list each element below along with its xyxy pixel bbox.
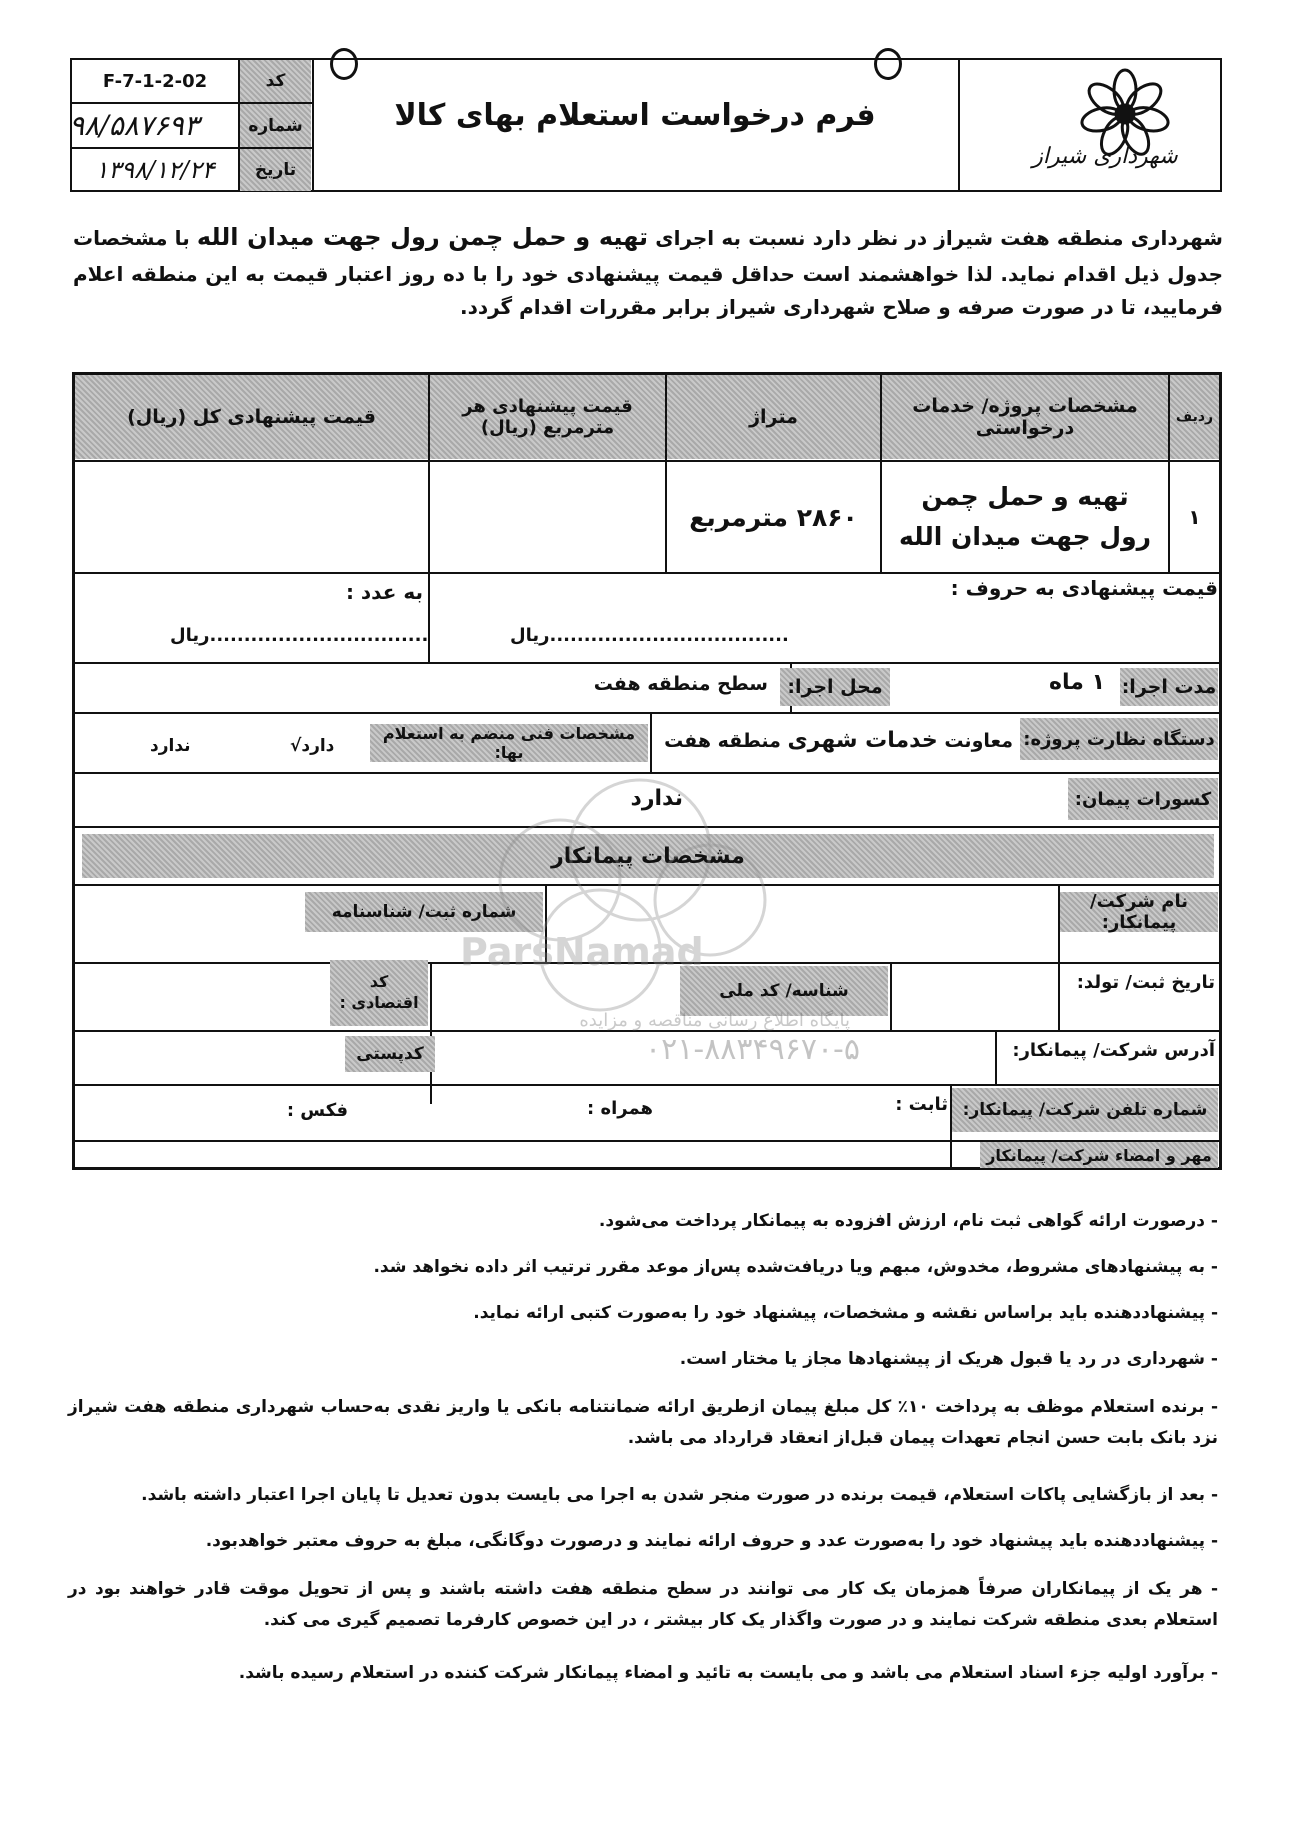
col-header-spec: مشخصات پروژه/ خدمات درخواستی: [882, 375, 1168, 459]
intro-paragraph: [73, 218, 1223, 324]
col-header-area: متراژ: [667, 375, 880, 459]
price-in-words-field[interactable]: ...................................ریال: [510, 625, 789, 646]
watermark-brand: ParsNamad: [460, 930, 704, 974]
economic-code-label: کد اقتصادی :: [330, 960, 428, 1026]
code-label: کد: [240, 60, 311, 102]
tech-spec-has[interactable]: دارد√: [290, 736, 335, 756]
price-in-numbers-field[interactable]: ................................ریال: [170, 625, 429, 646]
tech-spec-label: مشخصات فنی منضم به استعلام بها:: [370, 724, 648, 762]
seal-label: مهر و امضاء شرکت/ پیمانکار: [980, 1142, 1218, 1168]
address-label: آدرس شرکت/ پیمانکار:: [1012, 1040, 1215, 1061]
postal-code-label: کدپستی: [345, 1036, 435, 1072]
reg-date-label: تاریخ ثبت/ تولد:: [1076, 972, 1215, 993]
duration-value: ۱ ماه: [1049, 670, 1105, 695]
note-item: - هر یک از پیمانکاران صرفاً همزمان یک کار می توانند در سطح منطقه هفت داشته باشند و پس از تحویل موقت قادر خواهند بود در استعلام بعدی منطقه شرکت نمایند و در صورت واگذار یک کار بیشتر ، در این خصوص کارفرما تصمیم گیری می کند.: [68, 1579, 1218, 1631]
note-item: - شهرداری در رد یا قبول هریک از پیشنهادها مجاز یا مختار است.: [679, 1349, 1218, 1369]
note-item: - درصورت ارائه گواهی ثبت نام، ارزش افزوده به پیمانکار پرداخت می‌شود.: [598, 1211, 1218, 1231]
table-row-total-price[interactable]: [75, 462, 428, 572]
place-label: محل اجرا:: [780, 668, 890, 706]
duration-label: مدت اجرا:: [1120, 668, 1218, 706]
note-item: - به پیشنهادهای مشروط، مخدوش، مبهم ویا دریافت‌شده پس‌از موعد مقرر ترتیب اثر داده نخواهد شد.: [373, 1257, 1218, 1277]
place-value: سطح منطقه هفت: [593, 673, 768, 695]
supervision-label: دستگاه نظارت پروژه:: [1020, 718, 1218, 760]
table-row-number: ۱: [1188, 505, 1201, 529]
contractor-section-title: مشخصات پیمانکار: [82, 834, 1214, 878]
landline-label: ثابت :: [895, 1094, 948, 1115]
national-id-label: شناسه/ کد ملی: [680, 966, 888, 1016]
fax-label: فکس :: [286, 1100, 348, 1121]
intro-part1: شهرداری منطقه هفت شیراز در نظر دارد نسبت به اجرای: [648, 226, 1223, 250]
reg-number-label: شماره ثبت/ شناسنامه: [305, 892, 543, 932]
note-item: - پیشنهاددهنده باید پیشنهاد خود را به‌صورت عدد و حروف ارائه نمایند و درصورت دوگانگی، مبلغ به حروف معتبر خواهدبود.: [205, 1531, 1218, 1551]
deductions-value: ندارد: [630, 786, 683, 811]
date-value: ۱۳۹۸/۱۲/۲۴: [95, 156, 215, 184]
supervision-value-bold: خدمات شهری: [787, 728, 938, 753]
tech-spec-has-not[interactable]: ندارد: [150, 736, 191, 756]
supervision-value: [664, 728, 1013, 753]
mobile-label: همراه :: [586, 1098, 653, 1119]
supervision-value-prefix: معاونت: [937, 730, 1013, 752]
price-in-numbers-label: به عدد :: [345, 580, 423, 604]
phone-label: شماره تلفن شرکت/ پیمانکار:: [952, 1088, 1218, 1132]
intro-subject: تهیه و حمل چمن رول جهت میدان الله: [196, 223, 649, 251]
intro-part2: با مشخصات جدول ذیل اقدام نماید. لذا خواهشمند است حداقل قیمت پیشنهادی خود را با ده روز اعتبار قیمت به این منطقه اعلام فرمایید، تا در صورت صرفه و صلاح شهرداری شیراز برابر مقررات اقدام گردد.: [73, 226, 1223, 319]
shiraz-municipality-logo: [1000, 62, 1210, 188]
table-row-spec: تهیه و حمل چمن رول جهت میدان الله: [898, 482, 1152, 551]
deductions-label: کسورات پیمان:: [1068, 778, 1218, 820]
note-item: - برنده استعلام موظف به پرداخت ۱۰٪ کل مبلغ پیمان ازطریق ارائه ضمانتنامه بانکی یا واریز نقدی به‌حساب شهرداری منطقه هفت شیراز نزد بانک بابت حسن انجام تعهدات پیمان قبل‌از انعقاد قرارداد می باشد.: [68, 1397, 1219, 1449]
note-item: - بعد از بازگشایی پاکات استعلام، قیمت برنده در صورت منجر شدن به اجرا می بایست بدون تعدیل تا پایان اجرا اعتبار داشته باشد.: [141, 1485, 1218, 1505]
parsnamad-watermark: [440, 760, 860, 1070]
note-item: - پیشنهاددهنده باید براساس نقشه و مشخصات، پیشنهاد خود را به‌صورت کتبی ارائه نماید.: [473, 1303, 1218, 1323]
page-title: فرم درخواست استعلام بهای کالا: [394, 98, 876, 133]
watermark-phone: ۰۲۱-۸۸۳۴۹۶۷۰-۵: [644, 1032, 860, 1067]
watermark-line1: پایگاه اطلاع رسانی مناقصه و مزایده: [579, 1010, 850, 1031]
note-item: - برآورد اولیه جزء اسناد استعلام می باشد و می بایست به تائید و امضاء پیمانکار شرکت کننده در استعلام رسیده باشد.: [238, 1663, 1218, 1683]
date-label: تاریخ: [240, 149, 311, 191]
punch-hole-right: [874, 48, 902, 80]
number-label: شماره: [240, 104, 311, 147]
code-value: F-7-1-2-02: [102, 70, 208, 92]
price-in-words-label: قیمت پیشنهادی به حروف :: [950, 576, 1218, 600]
col-header-total-price: قیمت پیشنهادی کل (ریال): [75, 375, 428, 459]
number-value: ۹۸/۵۸۷۶۹۳: [69, 109, 199, 142]
company-name-label: نام شرکت/ پیمانکار:: [1060, 892, 1218, 932]
table-row-area: ۲۸۶۰ مترمربع: [689, 502, 858, 532]
punch-hole-left: [330, 48, 358, 80]
col-header-row: ردیف: [1170, 375, 1219, 459]
logo-text: شهرداری شیراز: [1032, 144, 1178, 169]
col-header-unit-price: قیمت پیشنهادی هر مترمربع (ریال): [430, 375, 665, 459]
supervision-value-suffix: منطقه هفت: [664, 730, 788, 752]
table-row-unit-price[interactable]: [430, 462, 665, 572]
